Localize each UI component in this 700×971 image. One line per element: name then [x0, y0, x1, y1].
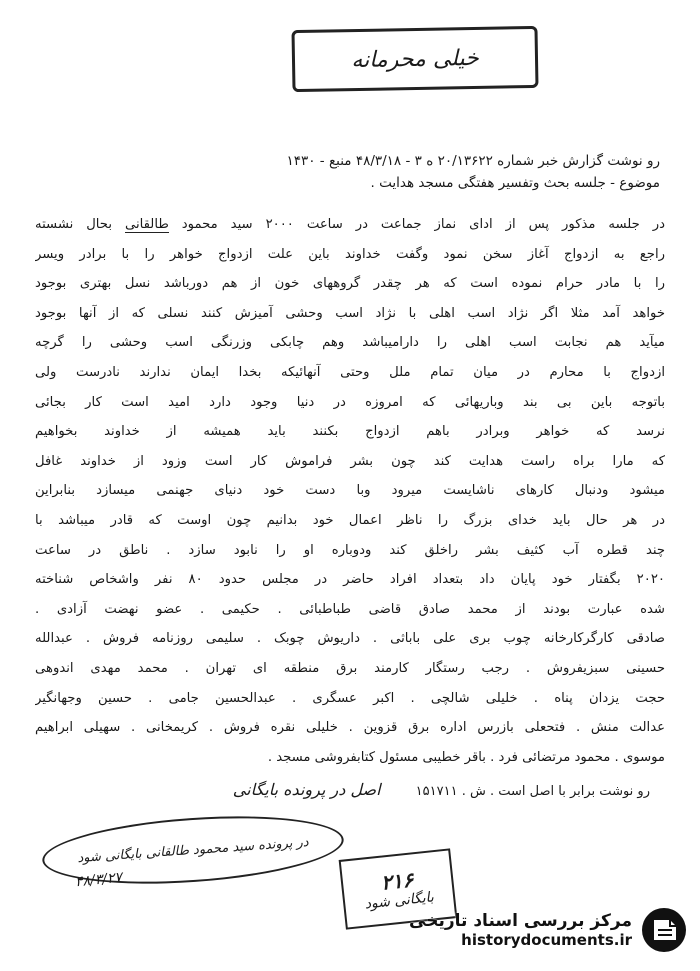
- archive-number: ۲۱۶: [379, 867, 415, 895]
- body-line: در هر حال باید خدای بزرگ را ناظر اعمال خود بدانیم چون اوست که قادر میباشد با: [35, 512, 665, 528]
- body-line: راجع به ازدواج آغاز سخن نمود وگفت خداوند باین علت ازدواج خواهر را با برادر ویسر: [35, 246, 665, 262]
- body-line: شده عبارت بودند از محمد صادق قاضی طباطبائی . حکیمی . عضو نهضت آزادی .: [35, 601, 665, 617]
- body-line: که مارا براه راست هدایت کند چون بشر فراموش کار است وزود از خداوند غافل: [35, 453, 665, 469]
- archive-oval-text: در پرونده سید محمود طالقانی بایگانی شود: [76, 834, 310, 866]
- history-documents-logo-icon: [640, 906, 688, 954]
- report-subject-line: موضوع - جلسه بحث وتفسیر هفتگی مسجد هدایت .: [370, 175, 660, 191]
- watermark-name: مرکز بررسی اسناد تاریخی: [409, 911, 632, 931]
- handwritten-note: اصل در پرونده بایگانی: [232, 780, 381, 799]
- body-line: باتوجه باین بی بند وباریهائی که امروزه در دنیا وجود دارد امید است کار بجائی: [35, 394, 665, 410]
- body-line: میآید هم نجابت اسب اهلی را دارامیباشد وهم چابکی وزرنگی اسب وحشی را گرچه: [35, 335, 665, 351]
- classification-stamp-text: خیلی محرمانه: [351, 45, 479, 73]
- body-line: را با مادر حرام نموده است که هر چقدر گروههای خون از هم دورباشد نسل بهتری بوجود: [35, 276, 665, 292]
- archive-label: بایگانی شود: [363, 889, 435, 913]
- report-header: [40, 150, 660, 194]
- certification-line: رو نوشت برابر با اصل است . ش . ۱۵۱۷۱۱: [415, 784, 650, 799]
- body-line: صادقی کارگرکارخانه چوب بری علی باباثی . داریوش چوبک . سلیمی روزنامه فروش . عبدالله: [35, 631, 665, 647]
- body-line: موسوی . محمود مرتضائی فرد . باقر خطیبی مسئول کتابفروشی مسجد .: [267, 749, 665, 765]
- body-line: ازدواج با محارم در میان تمام ملل وحتی آنهائیکه بخدا ایمان ندارند نادرست ولی: [35, 364, 665, 380]
- body-line: چند قطره آب کثیف بشر راخلق کند ودوباره او را نابود سازد . ناطق در ساعت: [35, 542, 665, 558]
- body-line: میشود ودنبال کارهای ناشایست میرود وبا دست خود دنیای جهنمی میسازد بنابراین: [35, 483, 665, 499]
- certification-footer: [40, 780, 650, 799]
- report-body: [35, 210, 665, 772]
- underlined-name: طالقانی: [124, 217, 169, 232]
- watermark: [348, 900, 688, 960]
- body-line: ۲۰۲۰ بگفتار خود پایان داد بتعداد افراد حاضر در مجلس حدود ۸۰ نفر واشخاص شناخته: [35, 572, 665, 588]
- classification-stamp: [291, 26, 538, 92]
- body-line: نرسد که خواهر وبرادر باهم ازدواج بکنند باید همیشه از خداوند بخواهیم: [35, 424, 665, 440]
- body-line: حسینی سبزیفروش . رجب رستگار کارمند برق منطقه ای تهران . محمد مهدی اندوهی: [35, 660, 665, 676]
- report-reference-line: رو نوشت گزارش خبر شماره ۲۰/۱۳۶۲۲ ه ۳ - ۴۸/۳/۱۸ منبع - ۱۴۳۰: [286, 153, 660, 169]
- body-line: در جلسه مذکور پس از ادای نماز جماعت در ساعت ۲۰۰۰ سید محمود طالقانی بحال نشسته: [35, 217, 665, 232]
- body-line: عدالت منش . فتحعلی بازرس اداره برق قزوین . خلیلی نقره فروش . کریمخانی . سهیلی ابراهیم: [35, 720, 665, 736]
- body-line: خواهد آمد مثلا اگر نژاد اسب اهلی با نژاد اسب وحشی آمیزش کنند نسلی که از آنها بوجود: [35, 305, 665, 321]
- watermark-url: historydocuments.ir: [461, 931, 632, 949]
- body-line: حجت یزدان پناه . خلیلی شالچی . اکبر عسگری . عبدالحسین جامی . حسین وجهانگیر: [35, 690, 665, 706]
- handwritten-date: ۴۸/۳/۲۷: [74, 869, 123, 891]
